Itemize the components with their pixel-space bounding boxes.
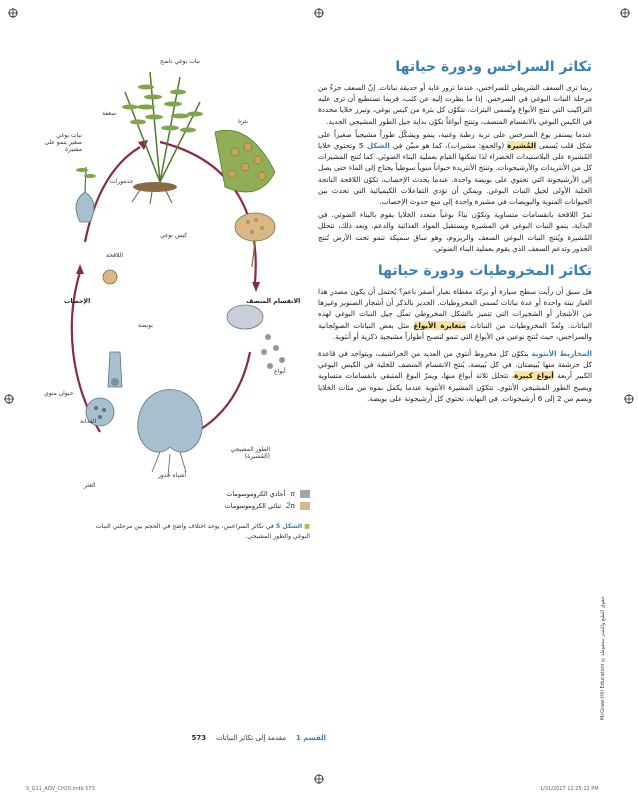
print-slug-right: 1/31/2017 12:25:12 PM (540, 786, 599, 792)
legend-item-diploid (80, 502, 310, 510)
paragraph-text: (والجمع: مشيرات)، كما هو مبيّن في (389, 141, 508, 151)
label-rhizoids: أشباه جذور (158, 472, 187, 479)
paragraph: تمرّ اللاقحة بانقسامات متساوية وتكوّن بناءً بوغياً متعدد الخلايا يقوم بالبناء الضوئي. في البداية، ينمو النبات البوغي في المشيرة ويستقبل المواد الغذائية والدعم. وبعد ذلك، تتحلل المُشيرة ويُنتج النبات البوغي السعف والريزوم، وهو ساق سميكة تنمو تحت الأرض تُنتج الجذور وتدعم السعف الذي يقوم بعملية البناء الضوئي. (318, 210, 592, 253)
registration-mark-icon (314, 8, 324, 18)
legend-swatch-haploid (300, 490, 310, 498)
figure-legend (80, 490, 310, 514)
footer-chapter: مقدمة إلى تكاثر النباتات (216, 734, 286, 742)
paragraph-text: يتكوّن كل مخروط أنثوي من العديد من الحراشيف، ويتواجد في قاعدة كل حرشفة منها بُييضتان. في كل بُييضة، يُنتج الانقسام المنصف للخلية في الكيس البوغي الكبير أربعة (318, 349, 592, 381)
key-term-prothallus: المُشيرة (507, 141, 537, 151)
footer-unit: القسم 1 (296, 734, 326, 742)
paragraph (318, 129, 592, 207)
legend-label: ثنائي الكروموسومات (224, 502, 282, 510)
fern-life-cycle-figure (40, 52, 310, 542)
registration-mark-icon (4, 394, 14, 404)
young-sporophyte-illustration (76, 167, 96, 222)
registration-mark-icon (8, 8, 18, 18)
life-cycle-diagram (40, 52, 310, 492)
label-rhizome: جذمورات (110, 178, 134, 185)
registration-mark-icon (624, 394, 634, 404)
label-frond: سعفة (102, 110, 117, 117)
label-egg: بويضة (138, 322, 153, 329)
legend-item-haploid (80, 490, 310, 498)
cycle-arrow (85, 147, 140, 242)
paragraph-text: وتحتوي خلايا المُشيرة على البلاستيدات الخضراء لذا تمكنها القيام بعملية البناء الضوئي. كما تُنتج المشيرات كل من الأنثريدات والأرشيجونات. وتنتج الأنثريدة حيواناً منوياً سوطياً يحتاج إلى الماء حتى يصل إلى الأرشيجونة التي تحتوي على بويضة واحدة. عندما يحدث الإخصاب، تكوّن اللاقحة الناتجة الخلية الأولى لجيل النبات البوغي. ويمكن أن تؤدي التفاعلات الكيميائية التي تحدث بين الحيوانات المنوية والبويضات في مشيرة واحدة إلى منع حدوث الإخصاب. (318, 141, 592, 207)
legend-swatch-diploid (300, 502, 310, 510)
label-zygote: اللاقحة (106, 252, 124, 259)
key-term-megaspores: أبواغ كبيرة (514, 371, 554, 381)
section-title-conifers: تكاثر المخروطيات ودورة حياتها (377, 263, 592, 280)
label-sporangium: كيس بوغي (160, 232, 188, 239)
registration-mark-icon (314, 774, 324, 784)
caption-figure-ref: الشكل 5 (275, 523, 303, 530)
label-spores: أبواغ (274, 368, 286, 375)
legend-label: أحادي الكروموسومات (226, 490, 286, 498)
paragraph (318, 286, 592, 342)
section-title-ferns: تكاثر السراخس ودورة حياتها (395, 59, 592, 75)
caption-bullet-icon: ■ (304, 523, 310, 530)
paragraph: ربما ترى السعف الشريطي للسراخس، عندما تزور غابة أو حديقة نباتات. إنّ السعف جزءٌ من مرحلة النبات البوغي في السرخس. إذا ما نظرت إليه عن كثب، فربما تستطيع أن ترى عليه التراكيب التي تنتج الأبواغ وتُسمى البثرات. تتكوّن كل بثرة من كيس بوغي، وتبرز خلايا محددة في الكيس البوغي بالانقسام المنصف، وتنتج أبواغاً تكوّن بداية جيل الطور المشيجي الجديد. (318, 83, 592, 126)
label-gametophyte: الطور المشيجي (المُشيرة) (230, 446, 270, 460)
arrowhead (252, 282, 260, 292)
registration-mark-icon (620, 8, 630, 18)
label-young-sporophyte: نبات بوغي صغير ينمو على مشيرة (44, 132, 82, 153)
paragraph (318, 348, 592, 404)
paragraph-text: ، تتحلل ثلاثة أبواغ منها، ويمرّ البوغ المتبقي بانقسامات متساوية ويصبح الطور المشيجي الأنثوي. تتكوّن المشيرة الأنثوية عندما يكمل نموه من مئات الخلايا ويضم من 2 إلى 6 أرشيجونات. في النهاية، تحتوي كل أرشيجونة على بويضة. (318, 371, 592, 403)
arrowhead (76, 264, 84, 274)
legend-symbol: 2n (286, 502, 295, 510)
text-column (318, 58, 592, 406)
paragraph-text: مثل بعض النباتات الصولجانية والسراخس، حيث تُنتج نوعين من الأبواغ التي تنمو لتصبح أطواراً مشيجية ذكرية أو أنثوية. (318, 320, 592, 341)
label-fertilization: الإخصاب (64, 298, 91, 305)
label-sperm: حيوان منوي (44, 390, 74, 397)
gametophyte-illustration (138, 390, 203, 477)
paragraph-text: هل سبق أن رأيت سطح سيارة أو بركة مغطاة بغبار أصفر ناعم؟ يُحتمل أن يكون مصدر هذا الغبار نبتة واحدة أو عدة نباتات تُسمى المخروطيات. الجدير بالذكر أن أشجار الصنوبر وغيرها من الأشجار أو الشجيرات التي تتميز بالشكل المخروطي تمثّل جيل النبات البوغي لهذه النباتات. وتُعدّ المخروطيات من النباتات (318, 287, 592, 330)
sori-detail (215, 130, 275, 192)
print-slug-left: S_G11_ADV_CH20.indb 573 (26, 786, 95, 792)
mature-fern-illustration (122, 72, 203, 204)
figure-caption (80, 522, 310, 542)
label-antheridium: العثر (84, 482, 96, 489)
subheading-female-cones: المخاريط الأنثوية (531, 349, 592, 359)
key-term-heterosporous: متغايرة الأبواغ (413, 320, 466, 330)
archegonium-illustration (108, 352, 122, 387)
zygote-illustration (103, 270, 117, 284)
label-mature-sporophyte: نبات بوغي ناضج (160, 58, 201, 65)
caption-text: في تكاثر السراخس، يوجد اختلاف واضح في الحجم بين مرحلتي النبات البوغي والطور المشيجي. (95, 523, 310, 540)
legend-symbol: n (290, 490, 295, 498)
label-meiosis: الانقسام المنصف (246, 298, 301, 305)
label-archegonium: الفدانة (80, 418, 97, 425)
label-sorus: بثرة (238, 118, 248, 125)
page-footer (56, 734, 326, 742)
figure-reference[interactable]: الشكل 5 (358, 141, 390, 151)
paragraph-text: عندما يستقر بوغ السرخس على تربة رطبة وغنية، ينمو ويشكّل طوراً مشيجياً صغيراً على شكل قلب يُسمى (318, 129, 592, 151)
copyright-side-note: McGraw-Hill Education ©حقوق الطبع والنشر محفوظة (600, 596, 606, 720)
spores-illustration (227, 305, 285, 369)
page-number: 573 (191, 734, 207, 742)
